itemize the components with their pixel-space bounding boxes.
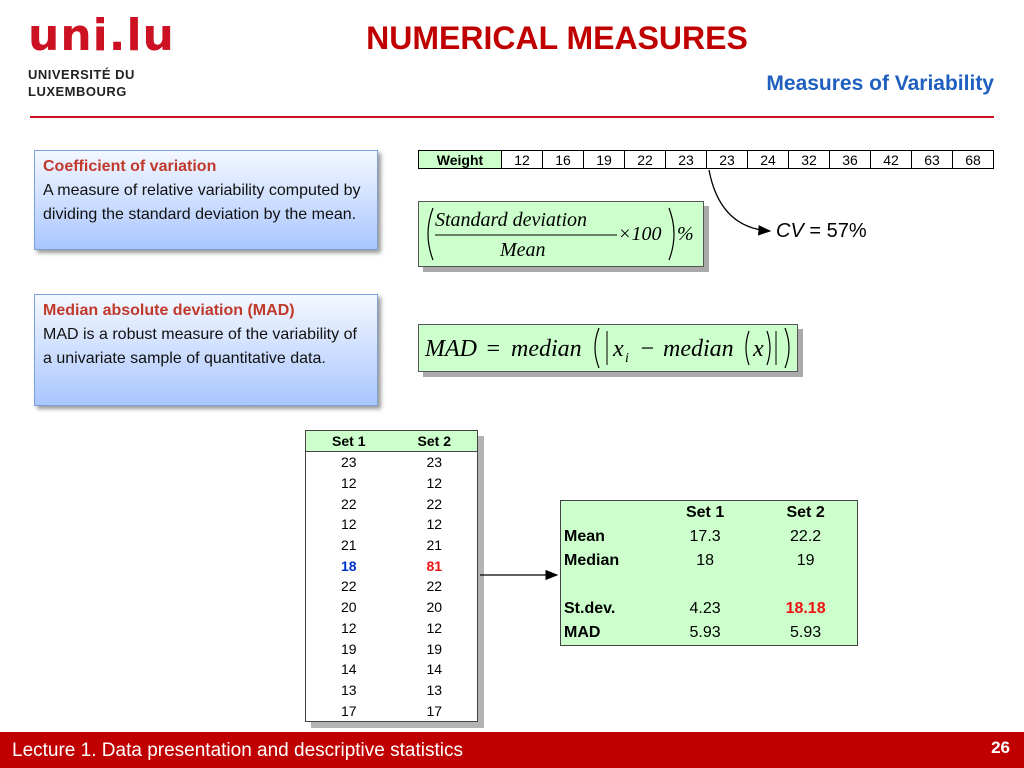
set-2-value: 13 [426,681,443,698]
mad-subscript: i [625,351,629,366]
stats-row [561,621,857,645]
header-divider [30,116,994,118]
cv-formula [418,201,704,267]
slide-subtitle: Measures of Variability [766,72,994,95]
slide-title: NUMERICAL MEASURES [366,20,748,56]
set-1-value: 12 [340,619,357,636]
set-2-value: 12 [426,516,443,533]
stats-table [560,500,858,646]
stats-set-1-value [656,573,754,597]
set-2-value: 19 [426,640,443,657]
sets-header-2: Set 2 [392,431,478,452]
cv-numerator: Standard deviation [435,209,588,231]
page-number: 26 [991,738,1010,757]
weight-value: 19 [584,151,625,169]
sets-table-body [306,452,477,721]
mad-equals: = [485,336,502,362]
right-paren [669,208,674,260]
logo-text [28,66,138,100]
mad-formula [418,324,798,372]
sets-row [306,555,477,576]
sets-row [306,493,477,514]
stats-row [561,525,857,549]
weight-value: 68 [953,151,994,169]
set-2-value: 22 [426,578,443,595]
weight-value: 32 [789,151,830,169]
logo-line-2: LUXEMBOURG [28,84,127,99]
stats-row [561,573,857,597]
mad-definition-box [34,294,378,406]
set-1-value: 22 [340,578,357,595]
set-1-value: 12 [340,516,357,533]
sets-row [306,597,477,618]
stats-row-label: Mean [564,528,605,545]
mad-minus: − [639,336,656,362]
set-2-value: 81 [426,557,443,574]
stats-set-1-value: 4.23 [689,600,721,617]
set-1-value: 13 [340,681,357,698]
stats-set-1-value: 18 [696,552,714,569]
stats-set-2-value: 5.93 [790,624,822,641]
footer-bar [0,732,1024,768]
cv-unit: % [677,223,694,245]
stats-row [561,549,857,573]
sets-header-row [306,431,477,452]
set-2-value: 20 [426,599,443,616]
set-1-value: 21 [340,537,357,554]
sets-row [306,452,477,473]
weight-value: 42 [871,151,912,169]
cv-result [776,220,867,243]
sets-row [306,473,477,494]
stats-row-label: MAD [564,624,601,641]
mad-formula-svg [419,325,797,371]
set-1-value: 18 [340,557,357,574]
set-2-value: 17 [426,702,443,719]
stats-header-2: Set 2 [786,504,825,521]
set-2-value: 12 [426,619,443,636]
stats-row-label [561,573,656,597]
mad-inner-left-paren [746,331,749,365]
mad-inner-arg: x [753,336,764,362]
set-1-value: 14 [340,661,357,678]
stats-set-2-value: 22.2 [790,528,822,545]
set-2-value: 23 [426,454,443,471]
set-2-value: 14 [426,661,443,678]
cv-formula-svg [419,202,703,266]
stats-set-1-value: 5.93 [689,624,721,641]
weight-value: 24 [748,151,789,169]
sets-header-1: Set 1 [306,431,392,452]
set-2-value: 21 [426,537,443,554]
logo-line-1: UNIVERSITÉ DU [28,67,135,82]
stats-set-2-value: 18.18 [785,600,826,617]
stats-set-2-value: 19 [796,552,815,569]
stats-row-label: Median [564,552,620,569]
weight-table [418,150,994,169]
stats-header-1: Set 1 [685,504,725,521]
sets-row [306,618,477,639]
mad-outer-right-paren [785,328,789,368]
set-1-value: 12 [340,475,357,492]
weight-header: Weight [419,151,502,169]
sets-row [306,659,477,680]
set-2-value: 22 [426,495,443,512]
set-1-value: 22 [340,495,357,512]
weight-row [419,151,994,169]
cv-result-label: CV [776,220,804,242]
left-paren [428,208,433,260]
weight-value: 22 [625,151,666,169]
cv-definition-box [34,150,378,250]
weight-value: 16 [543,151,584,169]
weight-value: 23 [666,151,707,169]
stats-set-1-value: 17.3 [689,528,721,545]
logo-mark: uni.lu [28,10,175,61]
cv-denominator: Mean [500,239,546,261]
mad-definition-title: Median absolute deviation (MAD) [43,302,295,319]
cv-arrow [709,170,770,231]
footer-text: Lecture 1. Data presentation and descriptive statistics [12,740,463,761]
stats-set-2-value [754,573,857,597]
stats-row [561,597,857,621]
sets-row [306,700,477,721]
set-1-value: 20 [340,599,357,616]
stats-table-body [561,525,857,645]
set-1-value: 17 [340,702,357,719]
weight-value: 63 [912,151,953,169]
weight-value: 12 [502,151,543,169]
mad-inner-median: median [663,336,734,362]
set-2-value: 12 [426,475,443,492]
cv-definition-title: Coefficient of variation [43,158,217,175]
mad-outer-left-paren [595,328,599,368]
stats-header-row [561,501,857,525]
mad-inner-right-paren [767,331,770,365]
stats-row-label: St.dev. [564,600,616,617]
set-1-value: 23 [340,454,357,471]
sets-row [306,680,477,701]
mad-lhs: MAD [425,336,477,362]
cv-definition-text: A measure of relative variability computed by dividing the standard deviation by the mean. [43,182,361,223]
mad-median-fn: median [511,336,582,362]
sets-row [306,535,477,556]
set-1-value: 19 [340,640,357,657]
sets-row [306,514,477,535]
sets-row [306,576,477,597]
weight-value: 23 [707,151,748,169]
cv-multiplier: ×100 [618,223,662,245]
cv-result-value: = 57% [809,220,867,242]
sets-row [306,638,477,659]
mad-var: x [613,336,624,362]
sets-table [305,430,478,722]
stats-corner [561,501,656,525]
weight-value: 36 [830,151,871,169]
mad-definition-text: MAD is a robust measure of the variability of a univariate sample of quantitative data. [43,326,357,367]
